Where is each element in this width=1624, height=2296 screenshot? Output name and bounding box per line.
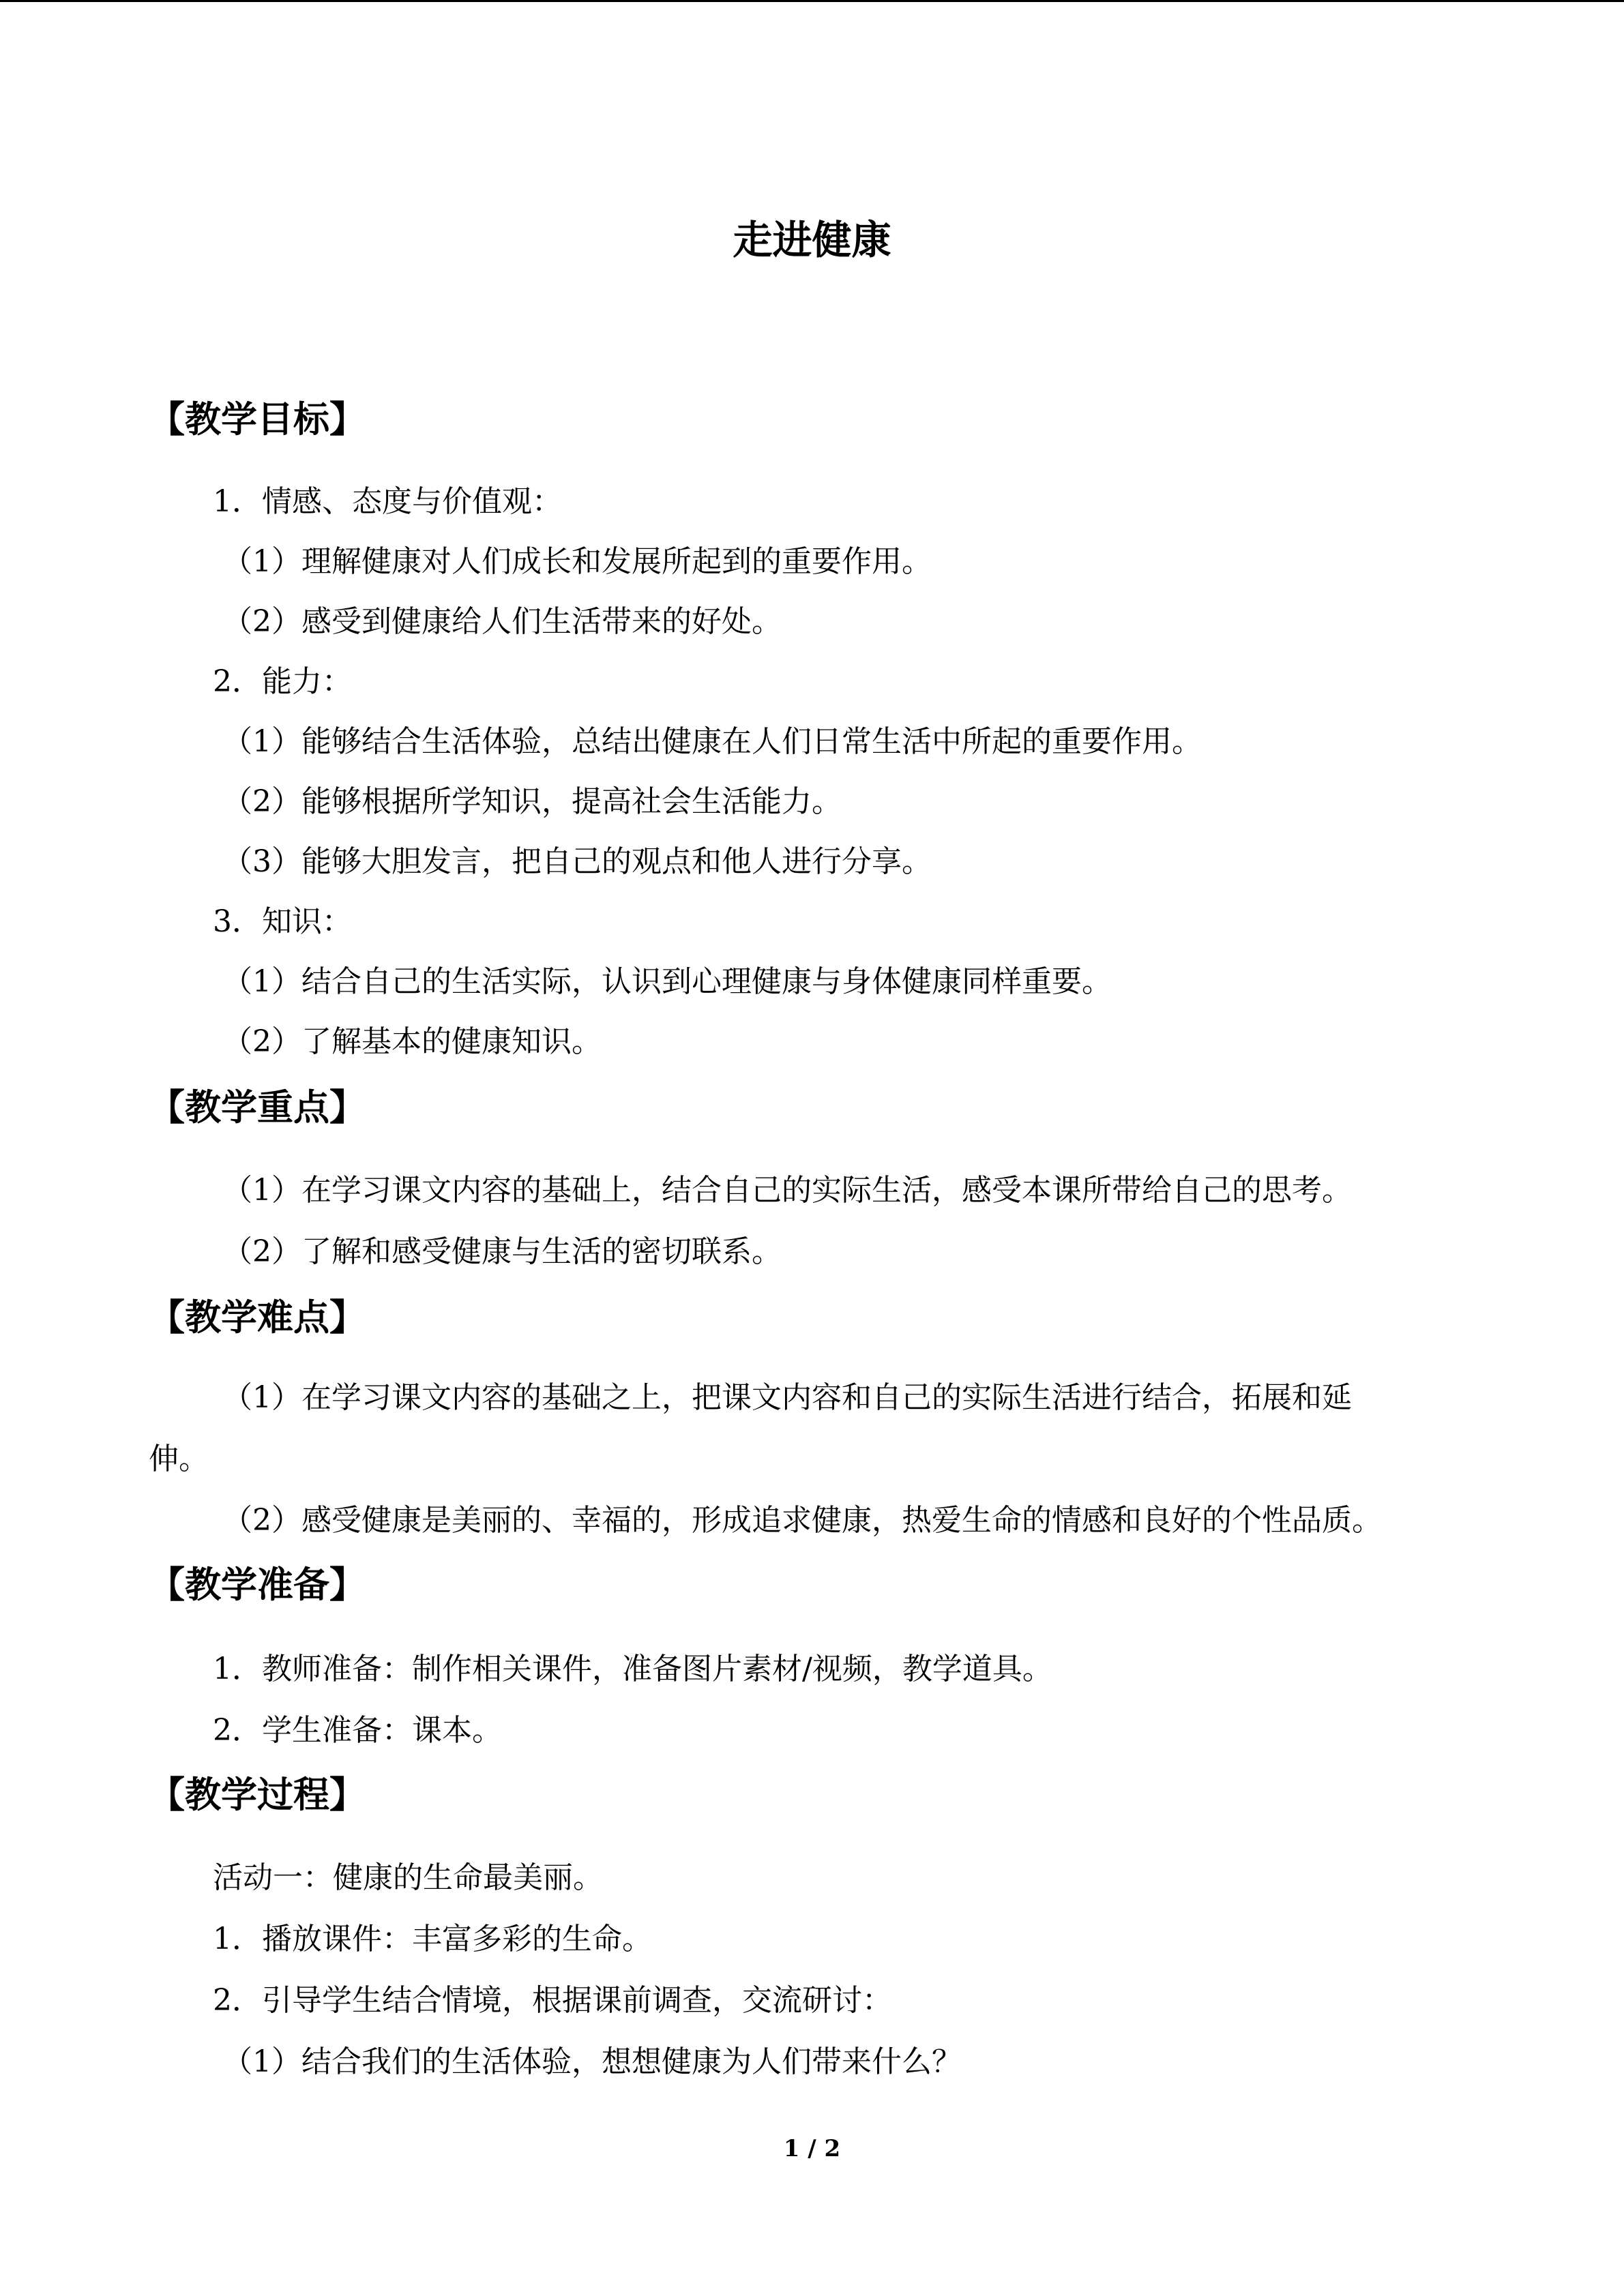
objectives-line: （1）能够结合生活体验，总结出健康在人们日常生活中所起的重要作用。	[222, 724, 1202, 759]
key-points-line: （1）在学习课文内容的基础上，结合自己的实际生活，感受本课所带给自己的思考。	[222, 1173, 1352, 1208]
objectives-line: 3．知识：	[213, 904, 352, 939]
section-heading-process: 【教学过程】	[149, 1774, 366, 1816]
preparation-line: 2．学生准备：课本。	[213, 1713, 502, 1748]
objectives-line: 1．情感、态度与价值观：	[213, 484, 562, 519]
key-points-line: （2）了解和感受健康与生活的密切联系。	[222, 1234, 782, 1269]
document-title: 走进健康	[733, 217, 891, 263]
difficulties-line-continuation: 伸。	[149, 1442, 209, 1476]
process-line: 活动一：健康的生命最美丽。	[213, 1860, 603, 1895]
process-line: 2．引导学生结合情境，根据课前调查，交流研讨：	[213, 1983, 892, 2018]
objectives-line: （3）能够大胆发言，把自己的观点和他人进行分享。	[222, 844, 932, 879]
objectives-line: （2）了解基本的健康知识。	[222, 1024, 602, 1059]
section-heading-preparation: 【教学准备】	[149, 1564, 366, 1606]
objectives-line: （2）能够根据所学知识，提高社会生活能力。	[222, 784, 842, 819]
process-line: （1）结合我们的生活体验，想想健康为人们带来什么？	[222, 2044, 962, 2079]
section-heading-difficulties: 【教学难点】	[149, 1297, 366, 1339]
objectives-line: （1）理解健康对人们成长和发展所起到的重要作用。	[222, 544, 932, 579]
page-number: 1 / 2	[783, 2135, 841, 2162]
objectives-line: 2．能力：	[213, 664, 352, 699]
preparation-line: 1．教师准备：制作相关课件，准备图片素材/视频，教学道具。	[213, 1652, 1052, 1686]
objectives-line: （2）感受到健康给人们生活带来的好处。	[222, 604, 782, 639]
difficulties-line: （1）在学习课文内容的基础之上，把课文内容和自己的实际生活进行结合，拓展和延	[222, 1380, 1352, 1415]
section-heading-objectives: 【教学目标】	[149, 399, 366, 441]
difficulties-line: （2）感受健康是美丽的、幸福的，形成追求健康，热爱生命的情感和良好的个性品质。	[222, 1503, 1382, 1538]
section-heading-key-points: 【教学重点】	[149, 1087, 366, 1129]
process-line: 1．播放课件：丰富多彩的生命。	[213, 1922, 652, 1956]
objectives-line: （1）结合自己的生活实际，认识到心理健康与身体健康同样重要。	[222, 964, 1112, 999]
